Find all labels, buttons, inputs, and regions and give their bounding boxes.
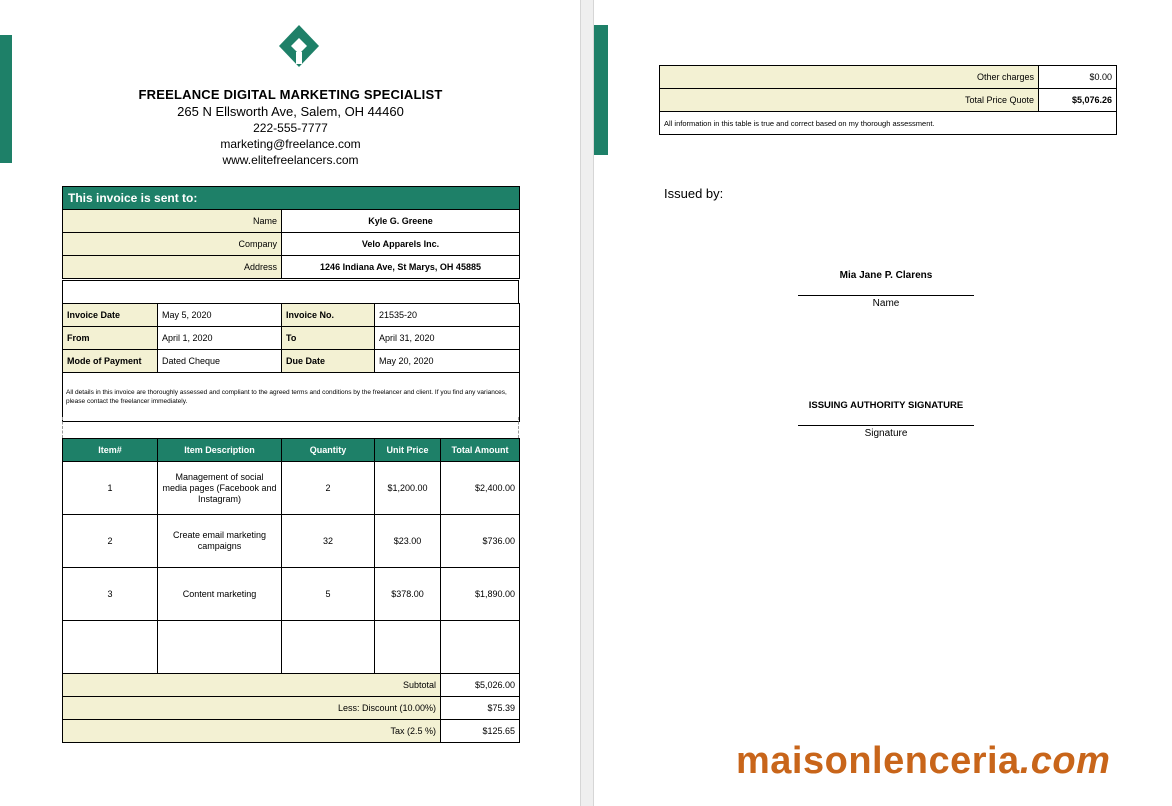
item-unit-price: $23.00 xyxy=(375,515,441,568)
table-row xyxy=(63,304,520,327)
name-line xyxy=(798,295,974,296)
totals-note: All information in this table is true and correct based on my thorough assessment. xyxy=(660,112,1117,135)
total-quote-label: Total Price Quote xyxy=(660,89,1039,112)
item-quantity: 32 xyxy=(282,515,375,568)
empty-cell xyxy=(63,621,158,674)
due-date-label: Due Date xyxy=(282,350,375,373)
site-watermark xyxy=(736,740,1110,783)
table-row xyxy=(660,66,1117,89)
col-header-total-amount: Total Amount xyxy=(441,439,520,462)
table-row xyxy=(63,697,520,720)
name-caption: Name xyxy=(872,298,900,309)
item-total: $1,890.00 xyxy=(441,568,520,621)
due-date-value: May 20, 2020 xyxy=(375,350,520,373)
items-table xyxy=(62,438,520,743)
item-number: 3 xyxy=(63,568,158,621)
item-description: Management of social media pages (Facebook and Instagram) xyxy=(158,462,282,515)
table-row xyxy=(63,462,520,515)
item-number: 2 xyxy=(63,515,158,568)
empty-cell xyxy=(282,621,375,674)
from-label: From xyxy=(63,327,158,350)
table-row xyxy=(63,621,520,674)
diamond-logo-icon xyxy=(278,24,320,68)
table-row xyxy=(660,112,1117,135)
freelancer-phone: 222-555-7777 xyxy=(253,121,328,135)
col-header-unit-price: Unit Price xyxy=(375,439,441,462)
page-gutter xyxy=(580,0,594,806)
tax-label: Tax (2.5 %) xyxy=(63,720,441,743)
table-row xyxy=(63,568,520,621)
recipient-name-label: Name xyxy=(63,210,282,233)
tax-value: $125.65 xyxy=(441,720,520,743)
freelancer-address: 265 N Ellsworth Ave, Salem, OH 44460 xyxy=(177,104,404,119)
total-quote-value: $5,076.26 xyxy=(1039,89,1117,112)
signature-line xyxy=(798,425,974,426)
table-row xyxy=(660,89,1117,112)
recipient-table xyxy=(62,186,520,279)
invoice-date-value: May 5, 2020 xyxy=(158,304,282,327)
table-row xyxy=(63,674,520,697)
to-label: To xyxy=(282,327,375,350)
recipient-address-label: Address xyxy=(63,256,282,279)
issued-by-label: Issued by: xyxy=(664,186,724,201)
freelancer-title: FREELANCE DIGITAL MARKETING SPECIALIST xyxy=(138,87,443,102)
recipient-name-value: Kyle G. Greene xyxy=(282,210,520,233)
table-row xyxy=(63,233,520,256)
recipient-company-value: Velo Apparels Inc. xyxy=(282,233,520,256)
issuer-name: Mia Jane P. Clarens xyxy=(839,270,933,281)
signature-caption: Signature xyxy=(864,428,908,439)
totals-table xyxy=(659,65,1117,135)
item-unit-price: $1,200.00 xyxy=(375,462,441,515)
invoice-no-label: Invoice No. xyxy=(282,304,375,327)
item-total: $2,400.00 xyxy=(441,462,520,515)
item-quantity: 2 xyxy=(282,462,375,515)
table-row xyxy=(63,327,520,350)
item-unit-price: $378.00 xyxy=(375,568,441,621)
to-value: April 31, 2020 xyxy=(375,327,520,350)
invoice-no-value: 21535-20 xyxy=(375,304,520,327)
freelancer-email: marketing@freelance.com xyxy=(220,137,361,151)
page-accent-bar xyxy=(594,25,608,155)
item-total: $736.00 xyxy=(441,515,520,568)
item-description: Create email marketing campaigns xyxy=(158,515,282,568)
other-charges-value: $0.00 xyxy=(1039,66,1117,89)
item-quantity: 5 xyxy=(282,568,375,621)
subtotal-label: Subtotal xyxy=(63,674,441,697)
page-accent-bar xyxy=(0,35,12,163)
empty-cell xyxy=(441,621,520,674)
table-row xyxy=(63,515,520,568)
from-value: April 1, 2020 xyxy=(158,327,282,350)
table-row xyxy=(63,210,520,233)
table-row xyxy=(63,720,520,743)
invoice-date-label: Invoice Date xyxy=(63,304,158,327)
watermark-suffix: .com xyxy=(1019,740,1111,782)
watermark-main: maisonlenceria xyxy=(736,740,1020,782)
table-row xyxy=(63,350,520,373)
col-header-description: Item Description xyxy=(158,439,282,462)
item-number: 1 xyxy=(63,462,158,515)
other-charges-label: Other charges xyxy=(660,66,1039,89)
recipient-company-label: Company xyxy=(63,233,282,256)
item-description: Content marketing xyxy=(158,568,282,621)
recipient-section-title: This invoice is sent to: xyxy=(63,187,520,210)
col-header-quantity: Quantity xyxy=(282,439,375,462)
invoice-terms-note: All details in this invoice are thoroughly assessed and compliant to the agreed terms and conditions by the freelancer and client. If you find any variances, please contact the freelancer immediately. xyxy=(63,373,520,422)
items-header-row xyxy=(63,439,520,462)
table-row xyxy=(63,373,520,422)
discount-value: $75.39 xyxy=(441,697,520,720)
spacer-row xyxy=(62,417,519,438)
table-row xyxy=(63,256,520,279)
spacer-row xyxy=(62,280,519,303)
empty-cell xyxy=(375,621,441,674)
empty-cell xyxy=(158,621,282,674)
payment-label: Mode of Payment xyxy=(63,350,158,373)
recipient-address-value: 1246 Indiana Ave, St Marys, OH 45885 xyxy=(282,256,520,279)
payment-value: Dated Cheque xyxy=(158,350,282,373)
authority-signature-title: ISSUING AUTHORITY SIGNATURE xyxy=(808,400,964,411)
col-header-item-num: Item# xyxy=(63,439,158,462)
invoice-details-table xyxy=(62,303,520,422)
freelancer-website: www.elitefreelancers.com xyxy=(222,153,359,167)
freelancer-header xyxy=(62,87,519,168)
subtotal-value: $5,026.00 xyxy=(441,674,520,697)
discount-label: Less: Discount (10.00%) xyxy=(63,697,441,720)
invoice-page-1 xyxy=(0,0,580,806)
